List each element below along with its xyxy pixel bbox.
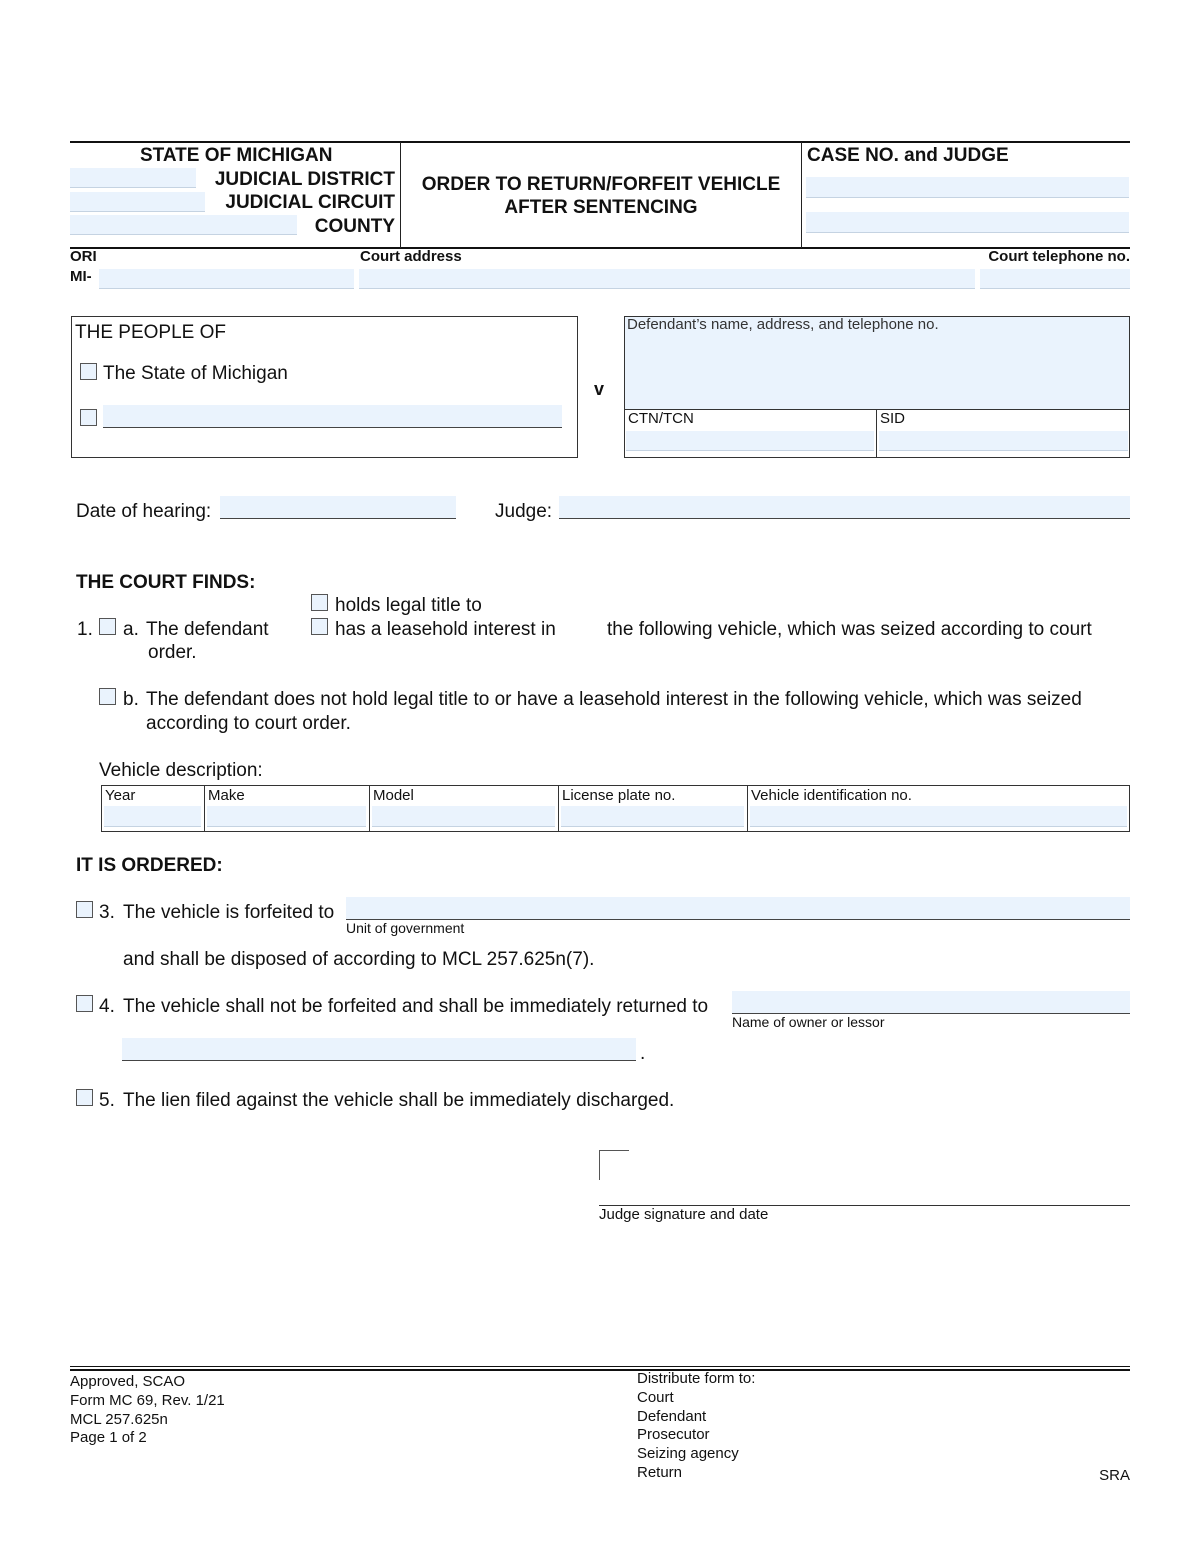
item1a-tail: the following vehicle, which was seized according to court: [607, 619, 1092, 640]
item5-text: The lien filed against the vehicle shall be immediately discharged.: [123, 1090, 675, 1111]
date-of-hearing-field[interactable]: [220, 496, 456, 519]
item1a-continuation: order.: [148, 642, 197, 663]
state-label: STATE OF MICHIGAN: [140, 145, 333, 166]
item1-number: 1.: [77, 619, 93, 640]
unit-of-government-field[interactable]: [346, 897, 1130, 920]
item4-text: The vehicle shall not be forfeited and shall be immediately returned to: [123, 996, 709, 1017]
ori-field[interactable]: [99, 269, 354, 289]
sid-field[interactable]: [879, 431, 1128, 451]
circuit-label: JUDICIAL CIRCUIT: [225, 192, 395, 213]
other-plaintiff-field[interactable]: [103, 405, 562, 428]
court-address-field[interactable]: [359, 269, 975, 289]
item4-period: .: [640, 1043, 646, 1064]
case-judge-field[interactable]: [806, 212, 1129, 233]
ctn-field[interactable]: [626, 431, 874, 451]
leasehold-label: has a leasehold interest in: [335, 619, 556, 640]
footer-rule-bottom: [70, 1369, 1130, 1371]
vehicle-plate-field[interactable]: [561, 806, 744, 827]
ctn-label: CTN/TCN: [628, 410, 694, 427]
owner-lessor-address-field[interactable]: [122, 1038, 636, 1061]
defendant-divider: [624, 409, 1130, 410]
header-divider-right: [801, 142, 802, 248]
form-title-line2: AFTER SENTENCING: [504, 197, 698, 218]
vehicle-col-plate: License plate no.: [562, 787, 676, 804]
legal-title-checkbox[interactable]: [311, 594, 328, 611]
judge-name-field[interactable]: [559, 496, 1130, 519]
case-number-field[interactable]: [806, 177, 1129, 198]
other-plaintiff-checkbox[interactable]: [80, 409, 97, 426]
owner-lessor-caption: Name of owner or lessor: [732, 1014, 885, 1030]
item3-number: 3.: [99, 902, 115, 923]
vehicle-year-field[interactable]: [104, 806, 201, 827]
distribute-item: Seizing agency: [637, 1445, 739, 1462]
page-number: Page 1 of 2: [70, 1429, 147, 1446]
vehicle-col-make: Make: [208, 787, 245, 804]
distribute-item: Return: [637, 1464, 683, 1481]
ori-label: ORI: [70, 248, 97, 265]
court-phone-label: Court telephone no.: [988, 248, 1130, 265]
item4-checkbox[interactable]: [76, 995, 93, 1012]
date-of-hearing-label: Date of hearing:: [76, 501, 212, 522]
header-top-rule: [70, 141, 1130, 143]
distribute-item: Defendant: [637, 1408, 707, 1425]
district-label: JUDICIAL DISTRICT: [214, 169, 395, 190]
people-of-label: THE PEOPLE OF: [75, 322, 226, 343]
vehicle-make-field[interactable]: [207, 806, 366, 827]
vehicle-col-vin: Vehicle identification no.: [751, 787, 912, 804]
state-of-michigan-checkbox[interactable]: [80, 363, 97, 380]
circuit-number-field[interactable]: [70, 192, 205, 212]
county-label: COUNTY: [314, 216, 395, 237]
item1b-checkbox[interactable]: [99, 688, 116, 705]
item1a-text: The defendant: [146, 619, 269, 640]
sid-label: SID: [880, 410, 906, 427]
item3-text: The vehicle is forfeited to: [123, 902, 335, 923]
it-is-ordered-heading: IT IS ORDERED:: [76, 855, 223, 876]
district-number-field[interactable]: [70, 168, 196, 188]
item1a-checkbox[interactable]: [99, 618, 116, 635]
court-address-label: Court address: [360, 248, 462, 265]
distribute-label: Distribute form to:: [637, 1370, 756, 1387]
distribute-item: Court: [637, 1389, 674, 1406]
form-title-line1: ORDER TO RETURN/FORFEIT VEHICLE: [421, 174, 781, 195]
seal-corner-mark: [599, 1150, 629, 1180]
judge-signature-caption: Judge signature and date: [599, 1206, 769, 1223]
vehicle-col-model: Model: [373, 787, 414, 804]
case-no-label: CASE NO. and JUDGE: [807, 145, 1009, 166]
leasehold-checkbox[interactable]: [311, 618, 328, 635]
vehicle-model-field[interactable]: [372, 806, 555, 827]
vehicle-col-divider: [558, 785, 559, 832]
county-name-field[interactable]: [70, 215, 297, 235]
item1b-line2: according to court order.: [146, 713, 351, 734]
item1b-letter: b.: [123, 689, 139, 710]
sra-label: SRA: [1099, 1467, 1130, 1484]
item5-number: 5.: [99, 1090, 115, 1111]
owner-lessor-field[interactable]: [732, 991, 1130, 1014]
approved-scao: Approved, SCAO: [70, 1373, 186, 1390]
mcl-reference: MCL 257.625n: [70, 1411, 168, 1428]
item1b-line1: The defendant does not hold legal title to or have a leasehold interest in the following vehicle, which was seized: [146, 689, 1082, 710]
state-of-michigan-label: The State of Michigan: [103, 363, 288, 384]
vehicle-col-year: Year: [105, 787, 136, 804]
court-finds-heading: THE COURT FINDS:: [76, 572, 256, 593]
court-phone-field[interactable]: [980, 269, 1130, 289]
form-number: Form MC 69, Rev. 1/21: [70, 1392, 225, 1409]
unit-of-government-caption: Unit of government: [346, 920, 465, 936]
distribute-item: Prosecutor: [637, 1426, 710, 1443]
footer-rule-top: [70, 1366, 1130, 1367]
vehicle-vin-field[interactable]: [750, 806, 1127, 827]
item4-number: 4.: [99, 996, 115, 1017]
item1a-letter: a.: [123, 619, 139, 640]
judge-label: Judge:: [495, 501, 553, 522]
versus-label: v: [594, 379, 605, 399]
vehicle-description-label: Vehicle description:: [99, 760, 263, 781]
vehicle-col-divider: [747, 785, 748, 832]
legal-title-label: holds legal title to: [335, 595, 482, 616]
vehicle-col-divider: [369, 785, 370, 832]
ctn-sid-divider: [876, 409, 877, 458]
item5-checkbox[interactable]: [76, 1089, 93, 1106]
item3-continuation: and shall be disposed of according to MCL 257.625n(7).: [123, 949, 595, 970]
item3-checkbox[interactable]: [76, 901, 93, 918]
mi-label: MI-: [70, 268, 92, 285]
defendant-label: Defendant’s name, address, and telephone no.: [627, 316, 939, 333]
vehicle-col-divider: [204, 785, 205, 832]
